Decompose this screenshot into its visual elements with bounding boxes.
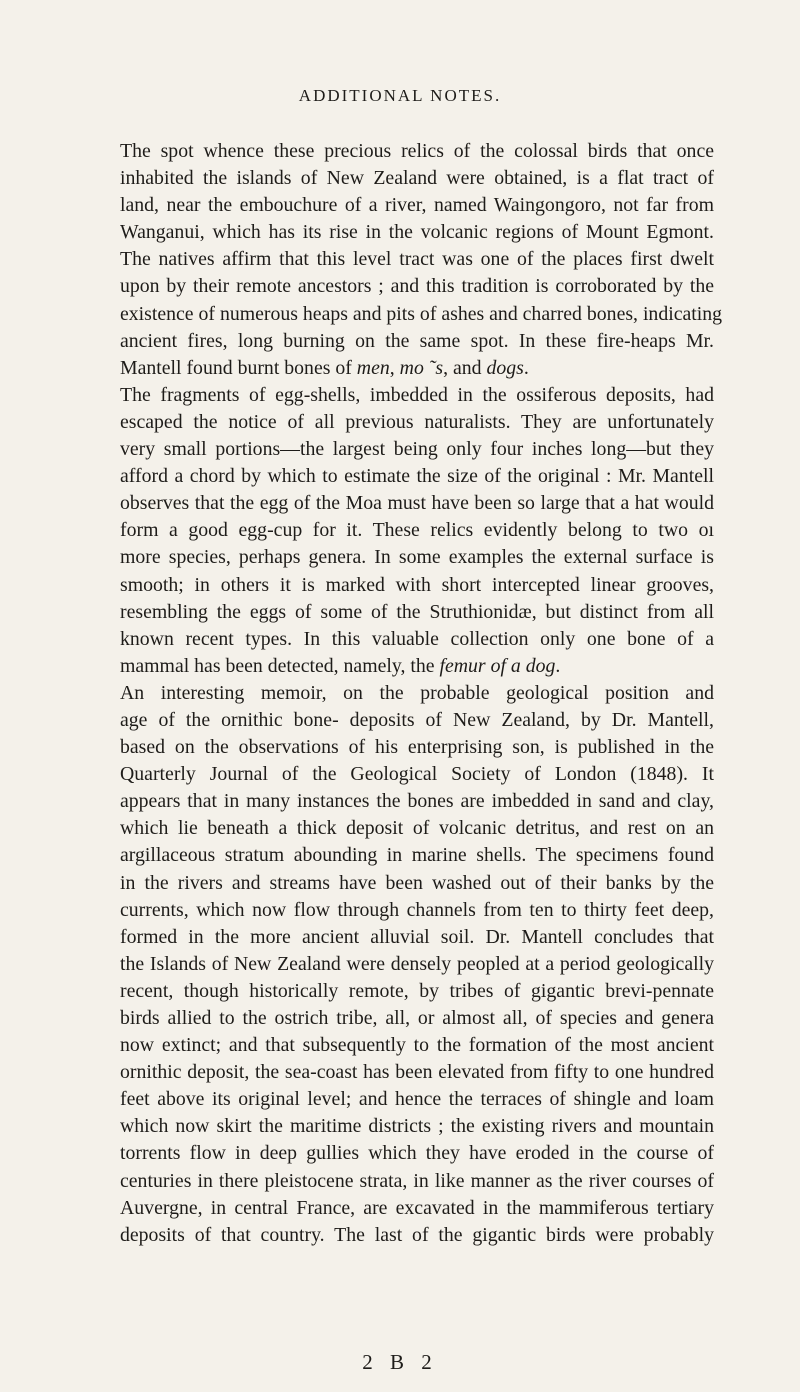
text-line: appears that in many instances the bones are imbedded in sand and clay,: [120, 790, 714, 813]
text-line: known recent types. In this valuable collection only one bone of a: [120, 627, 714, 650]
text-line: very small portions—the largest being only four inches long—but they: [120, 438, 714, 461]
text-line: argillaceous stratum abounding in marine shells. The specimens found: [120, 844, 714, 867]
running-head: ADDITIONAL NOTES.: [298, 86, 502, 105]
paragraph: [120, 680, 714, 1249]
signature-mark: 2 B 2: [362, 1350, 438, 1374]
text-line: Quarterly Journal of the Geological Society of London (1848). It: [120, 763, 714, 786]
text-line: recent, though historically remote, by tribes of gigantic brevi-pennate: [120, 979, 714, 1002]
text-line: birds allied to the ostrich tribe, all, or almost all, of species and genera: [120, 1007, 714, 1029]
italic-phrase: dogs: [486, 356, 524, 379]
text-line: feet above its original level; and hence the terraces of shingle and loam: [120, 1088, 714, 1111]
italic-phrase: femur of a dog: [439, 654, 556, 677]
text-line: in the rivers and streams have been washed out of their banks by the: [120, 871, 714, 894]
text-line: Auvergne, in central France, are excavated in the mammiferous tertiary: [120, 1196, 714, 1219]
text-line: centuries in there pleistocene strata, in like manner as the river courses of: [120, 1169, 714, 1192]
paragraph: [120, 138, 723, 382]
text-line: ornithic deposit, the sea-coast has been elevated from fifty to one hundred: [120, 1061, 714, 1084]
text-line: which now skirt the maritime districts ; the existing rivers and mountain: [120, 1115, 714, 1138]
text-line: more species, perhaps genera. In some examples the external surface is: [120, 546, 714, 569]
text-line: An interesting memoir, on the probable geological position and: [120, 681, 714, 704]
text-line: resembling the eggs of some of the Struthionidæ, but distinct from all: [120, 600, 714, 623]
text-line-with-italics: Mantell found burnt bones of men, mo ˜s, and dogs.: [120, 356, 529, 379]
text-line: upon by their remote ancestors ; and this tradition is corroborated by the: [120, 275, 714, 298]
text-line: the Islands of New Zealand were densely peopled at a period geologically: [120, 952, 714, 975]
text-line: age of the ornithic bone- deposits of New Zealand, by Dr. Mantell,: [120, 708, 714, 731]
text-line: The natives affirm that this level tract was one of the places first dwelt: [120, 248, 714, 271]
text-line: observes that the egg of the Moa must have been so large that a hat would: [120, 492, 714, 515]
text-line: smooth; in others it is marked with short intercepted linear grooves,: [120, 573, 714, 596]
body-text: [120, 138, 723, 1249]
text-line: now extinct; and that subsequently to the formation of the most ancient: [120, 1034, 714, 1057]
text-line: form a good egg-cup for it. These relics evidently belong to two oı: [120, 519, 714, 542]
text-line: based on the observations of his enterprising son, is published in the: [120, 736, 714, 759]
text-line: deposits of that country. The last of the gigantic birds were probably: [120, 1223, 714, 1246]
text-line: escaped the notice of all previous naturalists. They are unfortunately: [120, 410, 714, 433]
text-line: inhabited the islands of New Zealand were obtained, is a flat tract of: [120, 167, 714, 190]
text-line: existence of numerous heaps and pits of ashes and charred bones, indicating: [120, 302, 723, 325]
text-line: torrents flow in deep gullies which they have eroded in the course of: [120, 1142, 714, 1165]
text-line: ancient fires, long burning on the same spot. In these fire-heaps Mr.: [120, 329, 714, 352]
italic-phrase: men: [356, 356, 390, 379]
text-line: afford a chord by which to estimate the size of the original : Mr. Mantell: [120, 465, 714, 488]
text-line: land, near the embouchure of a river, named Waingongoro, not far from: [120, 194, 714, 217]
italic-phrase: mo ˜s: [399, 356, 444, 379]
text-line: Wanganui, which has its rise in the volcanic regions of Mount Egmont.: [120, 221, 714, 244]
text-line: The spot whence these precious relics of the colossal birds that once: [120, 140, 714, 162]
text-line: The fragments of egg-shells, imbedded in the ossiferous deposits, had: [120, 383, 714, 406]
text-line-with-italics: mammal has been detected, namely, the femur of a dog.: [120, 654, 561, 677]
text-line: formed in the more ancient alluvial soil. Dr. Mantell concludes that: [120, 925, 714, 948]
text-line: currents, which now flow through channels from ten to thirty feet deep,: [120, 898, 714, 921]
paragraph: [120, 382, 714, 680]
text-line: which lie beneath a thick deposit of volcanic detritus, and rest on an: [120, 817, 714, 840]
